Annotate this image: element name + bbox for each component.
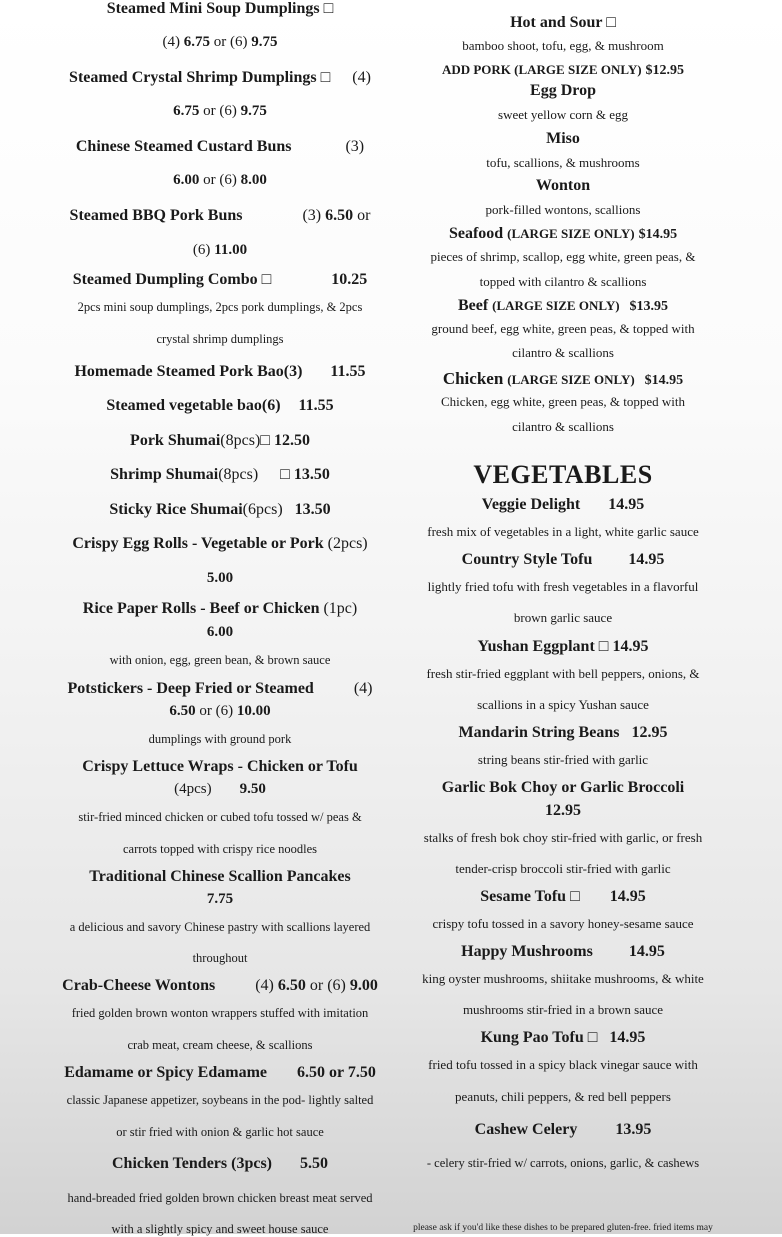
menu-item-price: (4pcs) 9.50 [174,781,266,797]
menu-item-desc: dumplings with ground pork [148,732,292,746]
menu-item-name: Sesame Tofu □ 14.95 [480,888,646,905]
menu-item-desc: cilantro & scallions [512,419,614,434]
section-heading-vegetables: VEGETABLES [473,460,653,489]
menu-item-price: 6.75 or (6) 9.75 [173,103,267,119]
menu-item-name: Yushan Eggplant □ 14.95 [477,638,649,655]
menu-item-price: 6.00 or (6) 8.00 [173,172,267,188]
menu-item-desc: fresh mix of vegetables in a light, white garlic sauce [427,524,699,539]
menu-item-name: Egg Drop [530,82,596,99]
menu-item-desc: peanuts, chili peppers, & red bell peppers [455,1089,671,1104]
menu-item-desc: or stir fried with onion & garlic hot sauce [116,1125,324,1139]
menu-item-desc: stir-fried minced chicken or cubed tofu tossed w/ peas & [78,810,362,824]
menu-item-addon: ADD PORK (LARGE SIZE ONLY) $12.95 [441,62,685,78]
menu-item-price: 12.95 [545,802,581,819]
menu-item-desc: 2pcs mini soup dumplings, 2pcs pork dumplings, & 2pcs [77,300,363,314]
menu-item-desc: classic Japanese appetizer, soybeans in the pod- lightly salted [66,1093,374,1107]
menu-item-desc: ground beef, egg white, green peas, & topped with [431,321,695,336]
menu-item-desc: fried tofu tossed in a spicy black vinegar sauce with [428,1057,698,1072]
menu-item-name: Wonton [535,177,591,194]
spicy-mark-icon: □ [570,888,580,905]
menu-item-name: Edamame or Spicy Edamame 6.50 or 7.50 [64,1064,376,1081]
spicy-mark-icon: □ [260,432,270,449]
menu-item-desc: crab meat, cream cheese, & scallions [127,1038,313,1052]
menu-item-desc: hand-breaded fried golden brown chicken breast meat served [67,1191,373,1205]
menu-item-name: Chicken Tenders (3pcs) 5.50 [111,1155,329,1172]
menu-item-desc: with a slightly spicy and sweet house sauce [111,1222,329,1236]
menu-item-price: 5.00 [206,570,234,586]
menu-item-desc: tofu, scallions, & mushrooms [486,155,640,170]
menu-item-name: Seafood (LARGE SIZE ONLY) $14.95 [448,225,678,242]
menu-item-desc: Chicken, egg white, green peas, & topped with [440,394,686,409]
menu-item-name: Shrimp Shumai(8pcs) □ 13.50 [110,466,330,483]
menu-item-price: 7.75 [206,891,234,907]
menu-item-name: Cashew Celery 13.95 [474,1121,652,1138]
menu-item-name: Crispy Lettuce Wraps - Chicken or Tofu [82,758,358,775]
menu-item-price: 6.50 or (6) 10.00 [169,703,271,719]
menu-item-name: Chinese Steamed Custard Buns (3) [75,138,365,155]
spicy-mark-icon: □ [320,69,331,86]
spicy-mark-icon: □ [261,271,272,288]
menu-item-name: Crab-Cheese Wontons (4) 6.50 or (6) 9.00 [62,977,378,994]
menu-item-name: Kung Pao Tofu □ 14.95 [480,1029,646,1046]
menu-item-price: (6) 11.00 [192,242,248,258]
menu-item-name: Pork Shumai(8pcs)□ 12.50 [130,432,310,449]
menu-item-name: Mandarin String Beans 12.95 [458,724,668,741]
spicy-mark-icon: □ [587,1029,598,1046]
menu-item-desc: crystal shrimp dumplings [156,332,284,346]
spicy-mark-icon: □ [606,14,616,31]
menu-item-price: (4) 6.75 or (6) 9.75 [162,34,278,50]
menu-item-desc: a delicious and savory Chinese pastry with scallions layered [69,920,371,934]
menu-item-name: Homemade Steamed Pork Bao(3) 11.55 [74,363,366,380]
footer-note: please ask if you'd like these dishes to be prepared gluten-free. fried items may [413,1223,713,1233]
menu-item-name: Potstickers - Deep Fried or Steamed (4) [67,680,373,697]
menu-item-desc: pieces of shrimp, scallop, egg white, green peas, & [430,249,696,264]
menu-item-desc: fresh stir-fried eggplant with bell peppers, onions, & [426,666,700,681]
menu-item-price: 6.00 [206,624,234,640]
menu-item-desc: lightly fried tofu with fresh vegetables in a flavorful [427,579,699,594]
menu-item-desc: sweet yellow corn & egg [498,107,628,122]
menu-item-desc: cilantro & scallions [512,345,614,360]
menu-item-name: Traditional Chinese Scallion Pancakes [89,868,351,885]
menu-item-name: Chicken (LARGE SIZE ONLY) $14.95 [442,369,684,388]
menu-item-desc: string beans stir-fried with garlic [477,752,649,767]
menu-item-desc: fried golden brown wonton wrappers stuffed with imitation [71,1006,369,1020]
menu-item-name: Steamed Crystal Shrimp Dumplings □ (4) [69,69,371,86]
menu-item-desc: carrots topped with crispy rice noodles [122,842,318,856]
menu-item-name: Garlic Bok Choy or Garlic Broccoli [441,779,685,796]
menu-item-desc: stalks of fresh bok choy stir-fried with garlic, or fresh [423,830,703,845]
menu-item-desc: king oyster mushrooms, shiitake mushrooms, & white [422,971,704,986]
menu-item-name: Beef (LARGE SIZE ONLY) $13.95 [457,297,669,314]
menu-item-desc: throughout [192,951,248,965]
menu-item-desc: crispy tofu tossed in a savory honey-sesame sauce [432,916,694,931]
menu-item-name: Steamed Mini Soup Dumplings □ [106,0,334,17]
menu-item-name: Rice Paper Rolls - Beef or Chicken (1pc) [82,600,358,617]
spicy-mark-icon: □ [598,638,609,655]
menu-item-name: Happy Mushrooms 14.95 [461,943,665,960]
menu-item-name: Sticky Rice Shumai(6pcs) 13.50 [109,501,331,518]
menu-item-desc: tender-crisp broccoli stir-fried with garlic [455,861,671,876]
menu-item-name: Steamed Dumpling Combo □ 10.25 [72,271,368,288]
menu-item-desc: with onion, egg, green bean, & brown sauce [109,653,331,667]
spicy-mark-icon: □ [323,0,334,17]
menu-item-desc: mushrooms stir-fried in a brown sauce [462,1002,664,1017]
menu-item-name: Steamed vegetable bao(6) 11.55 [106,397,334,414]
menu-item-name: Country Style Tofu 14.95 [461,551,665,568]
menu-item-desc: topped with cilantro & scallions [479,274,647,289]
menu-item-name: Crispy Egg Rolls - Vegetable or Pork (2pcs) [72,535,368,552]
menu-item-desc: brown garlic sauce [513,610,613,625]
spicy-mark-icon: □ [280,466,290,483]
menu-item-name: Steamed BBQ Pork Buns (3) 6.50 or [69,207,371,224]
menu-item-desc: scallions in a spicy Yushan sauce [477,697,649,712]
menu-item-name: Hot and Sour □ [510,14,616,31]
menu-item-desc: pork-filled wontons, scallions [485,202,641,217]
menu-item-name: Miso [546,130,580,147]
menu-item-desc: - celery stir-fried w/ carrots, onions, garlic, & cashews [426,1156,700,1170]
menu-item-name: Veggie Delight 14.95 [481,496,645,513]
menu-item-desc: bamboo shoot, tofu, egg, & mushroom [462,38,664,53]
